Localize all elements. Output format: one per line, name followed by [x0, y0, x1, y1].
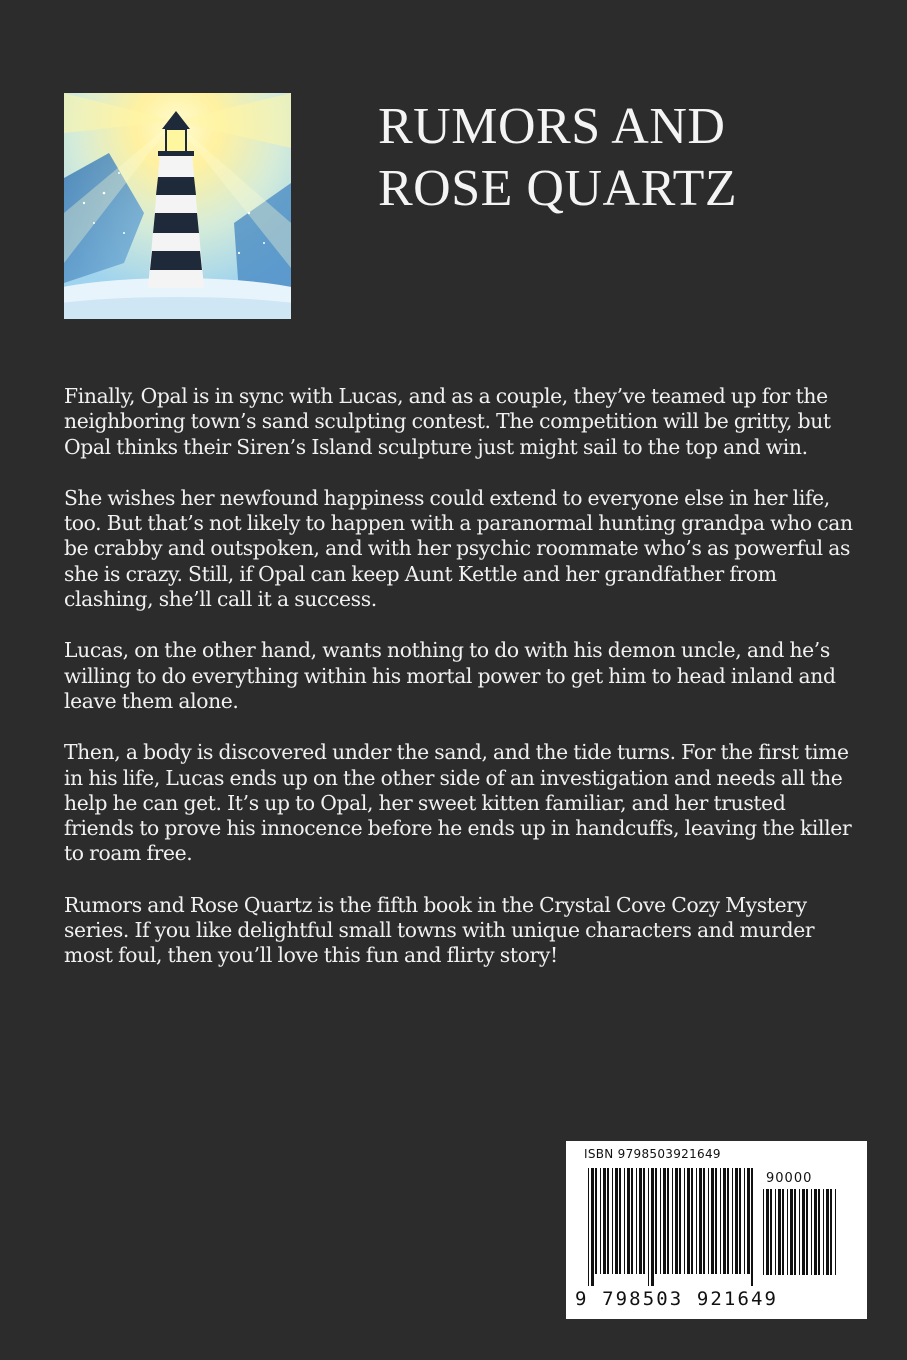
price-barcode-bars-icon [763, 1189, 843, 1289]
barcode-digits: 9 798503 921649 [575, 1288, 779, 1310]
blurb-paragraph: Rumors and Rose Quartz is the fifth book in the Crystal Cove Cozy Mystery series. If you like delightful small towns with unique characters and murder most foul, then you’ll love this fun and flirty story! [64, 892, 815, 968]
isbn-label: ISBN 9798503921649 [584, 1147, 721, 1161]
lighthouse-illustration-icon [64, 93, 291, 319]
book-title [378, 96, 858, 220]
price-code: 90000 [766, 1171, 813, 1186]
blurb-paragraph: She wishes her newfound happiness could extend to everyone else in her life, too. But that’s not likely to happen with a paranormal hunting grandpa who can be crabby and outspoken, and with her psychic roommate who’s as powerful as she is crazy. Still, if Opal can keep Aunt Kettle and her grandfather from clashing, she’ll call it a success. [64, 485, 853, 612]
blurb-paragraph: Finally, Opal is in sync with Lucas, and as a couple, they’ve teamed up for the neighboring town’s sand sculpting contest. The competition will be gritty, but Opal thinks their Siren’s Island sculpture just might sail to the top and win. [64, 384, 831, 459]
isbn-barcode [566, 1141, 867, 1319]
title-line-2: ROSE QUARTZ [378, 160, 738, 217]
barcode-bars-icon [588, 1168, 756, 1286]
blurb-paragraph: Lucas, on the other hand, wants nothing to do with his demon uncle, and he’s willing to do everything within his mortal power to get him to head inland and leave them alone. [64, 638, 836, 713]
title-line-1: RUMORS AND [378, 98, 726, 155]
book-blurb [64, 384, 854, 995]
blurb-paragraph: Then, a body is discovered under the sand, and the tide turns. For the first time in his life, Lucas ends up on the other side of an investigation and needs all the help he can get. It’s up to Opal, her sweet kitten familiar, and her trusted friends to prove his innocence before he ends up in handcuffs, leaving the killer to roam free. [64, 740, 852, 866]
